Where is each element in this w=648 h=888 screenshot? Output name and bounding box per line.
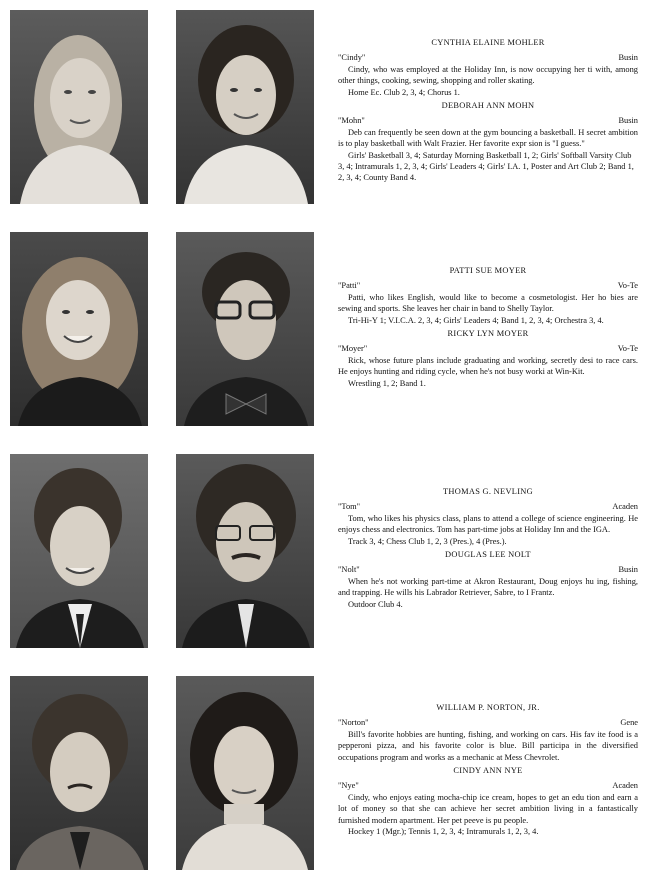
student-name: CYNTHIA ELAINE MOHLER <box>431 38 545 47</box>
bio-patti-moyer <box>338 265 638 326</box>
student-nickname: "Nolt" <box>338 565 360 575</box>
bio-thomas-nevling <box>338 486 638 547</box>
bio-block-4 <box>338 702 638 839</box>
student-course: Vo-Te <box>617 344 638 354</box>
student-nickname: "Cindy" <box>338 53 366 63</box>
bio-block-2 <box>338 265 638 391</box>
student-course: Busin <box>618 565 638 575</box>
student-description: Tom, who likes his physics class, plans to attend a college of science engineering. He enjoys chess and electronics. Tom has part-time jobs at Holiday Inn and the IGA. <box>338 513 638 535</box>
nickname-line <box>338 280 638 291</box>
portrait-ricky-moyer <box>176 232 314 426</box>
student-nickname: "Nye" <box>338 781 359 791</box>
portrait-cynthia-mohler <box>10 10 148 204</box>
portrait-william-norton <box>10 676 148 870</box>
student-activities: Tri-Hi-Y 1; V.I.C.A. 2, 3, 4; Girls' Leaders 4; Band 1, 2, 3, 4; Orchestra 3, 4. <box>348 315 604 325</box>
student-course: Vo-Te <box>617 281 638 291</box>
student-name: RICKY LYN MOYER <box>447 329 529 339</box>
student-activities: Wrestling 1, 2; Band 1. <box>348 378 426 388</box>
student-activities: Outdoor Club 4. <box>348 599 403 609</box>
nickname-line <box>338 343 638 354</box>
student-course: Gene <box>620 718 638 728</box>
student-course: Acaden <box>612 781 638 791</box>
bio-deborah-mohn <box>338 100 638 184</box>
bio-block-1 <box>338 37 638 186</box>
student-nickname: "Norton" <box>338 718 369 728</box>
student-description: Patti, who likes English, would like to become a cosmetologist. Her ho bies are sewing and sports. She leaves her chair in band to Shelly Taylor. <box>338 292 638 314</box>
portrait-deborah-mohn <box>176 10 314 204</box>
nickname-line <box>338 717 638 728</box>
portrait-thomas-nevling <box>10 454 148 648</box>
nickname-line <box>338 780 638 791</box>
bio-douglas-nolt <box>338 549 638 610</box>
student-description: Cindy, who was employed at the Holiday Inn, is now occupying her ti with, among other things, cooking, sewing, shopping and roller skating. <box>338 64 638 86</box>
bio-cynthia-mohler <box>338 37 638 98</box>
bio-ricky-moyer <box>338 328 638 389</box>
bio-block-3 <box>338 486 638 612</box>
portrait-douglas-nolt <box>176 454 314 648</box>
student-name: DOUGLAS LEE NOLT <box>445 550 531 560</box>
bio-william-norton <box>338 702 638 763</box>
student-course: Busin <box>618 53 638 63</box>
student-description: Cindy, who enjoys eating mocha-chip ice cream, hopes to get an edu tion and earn a lot of money so that she can achieve her secret ambition living in a fantastically furnished modern apartment. Her pet peeve is pu people. <box>338 792 638 825</box>
student-name: THOMAS G. NEVLING <box>442 487 533 496</box>
student-nickname: "Moyer" <box>338 344 368 354</box>
student-course: Busin <box>618 116 638 126</box>
student-description: Rick, whose future plans include graduating and working, secretly desi to race cars. He enjoys hunting and riding cycle, when he's not busy worki at Win-Kit. <box>338 355 638 377</box>
student-nickname: "Patti" <box>338 281 361 291</box>
student-activities: Girls' Basketball 3, 4; Saturday Morning Basketball 1, 2; Girls' Softball Varsity Club 3, 4; Intramurals 1, 2, 3, 4; Girls' Leaders 4; Girls' I.A. 1, Poster and Art Club 2; Band 1, 2, 3, 4; County Band 4. <box>338 150 634 183</box>
bio-cindy-nye <box>338 765 638 837</box>
student-activities: Hockey 1 (Mgr.); Tennis 1, 2, 3, 4; Intramurals 1, 2, 3, 4. <box>348 827 539 837</box>
student-name: DEBORAH ANN MOHN <box>441 101 535 111</box>
student-description: Deb can frequently be seen down at the gym bouncing a basketball. H secret ambition is to play basketball with Walt Frazier. Her favorite expr sion is "I guess." <box>338 127 638 149</box>
portrait-patti-moyer <box>10 232 148 426</box>
student-activities: Track 3, 4; Chess Club 1, 2, 3 (Pres.), 4 (Pres.). <box>348 536 507 546</box>
student-name: CINDY ANN NYE <box>453 766 523 776</box>
nickname-line <box>338 115 638 126</box>
student-name: PATTI SUE MOYER <box>449 266 527 275</box>
nickname-line <box>338 564 638 575</box>
student-name: WILLIAM P. NORTON, JR. <box>436 703 540 712</box>
student-activities: Home Ec. Club 2, 3, 4; Chorus 1. <box>348 87 460 97</box>
nickname-line <box>338 501 638 512</box>
nickname-line <box>338 52 638 63</box>
student-course: Acaden <box>612 502 638 512</box>
student-nickname: "Tom" <box>338 502 361 512</box>
student-nickname: "Mohn" <box>338 116 365 126</box>
student-description: Bill's favorite hobbies are hunting, fishing, and working on cars. His fav ite food is a pepperoni pizza, and his favorite color is blue. Bill participa in the diversified occupations program and works as a mechanic at Mess Chevrolet. <box>338 729 638 762</box>
portrait-cindy-nye <box>176 676 314 870</box>
student-description: When he's not working part-time at Akron Restaurant, Doug enjoys hu ing, fishing, and trapping. He wills his Labrador Retriever, Sabre, to I Frantz. <box>338 576 638 598</box>
